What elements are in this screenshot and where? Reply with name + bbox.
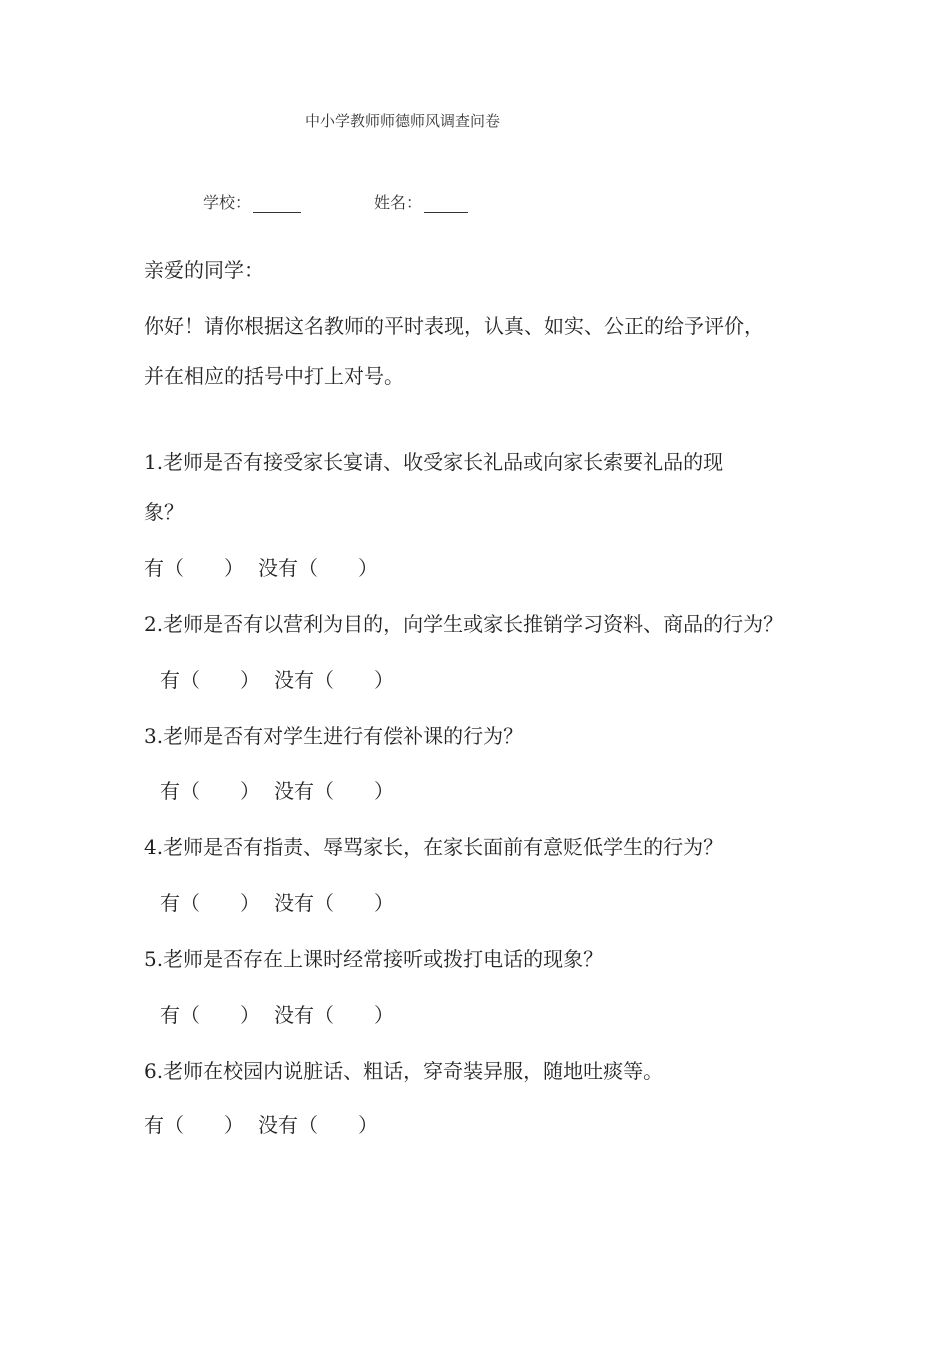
question-1-number: 1. [144,450,164,474]
question-3-yes-option[interactable]: 有（ ） [160,779,260,803]
question-1 [144,448,723,476]
question-5 [144,945,603,973]
question-4-yes-option[interactable]: 有（ ） [160,891,260,915]
question-6-text: 老师在校园内说脏话、粗话，穿奇装异服，随地吐痰等。 [163,1059,664,1083]
question-2-no-option[interactable]: 没有（ ） [274,668,394,692]
name-field [374,190,468,213]
question-2 [144,610,783,638]
question-6 [144,1057,663,1085]
question-5-number: 5. [144,947,164,971]
name-label: 姓名： [374,193,423,212]
question-3-no-option[interactable]: 没有（ ） [274,779,394,803]
question-3-number: 3. [144,724,164,748]
document-title: 中小学教师师德师风调查问卷 [305,112,501,130]
question-4-no-option[interactable]: 没有（ ） [274,891,394,915]
question-1-text-continued: 象？ [144,500,184,524]
question-3 [144,722,523,750]
question-2-yes-option[interactable]: 有（ ） [160,668,260,692]
question-5-yes-option[interactable]: 有（ ） [160,1003,260,1027]
question-1-no-option[interactable]: 没有（ ） [258,556,378,580]
name-blank-line[interactable] [424,196,468,213]
question-1-text: 老师是否有接受家长宴请、收受家长礼品或向家长索要礼品的现 [163,450,724,474]
question-1-yes-option[interactable]: 有（ ） [144,556,244,580]
question-6-answers [144,1111,378,1139]
question-6-no-option[interactable]: 没有（ ） [258,1113,378,1137]
question-2-answers [160,666,394,694]
question-5-answers [160,1001,394,1029]
question-2-number: 2. [144,612,164,636]
question-5-text: 老师是否存在上课时经常接听或拨打电话的现象？ [163,947,604,971]
greeting: 亲爱的同学： [144,258,264,282]
question-1-answers [144,554,378,582]
school-blank-line[interactable] [253,196,301,213]
question-4-text: 老师是否有指责、辱骂家长，在家长面前有意贬低学生的行为？ [163,835,724,859]
question-4-number: 4. [144,835,164,859]
question-4 [144,833,723,861]
question-6-number: 6. [144,1059,164,1083]
question-3-answers [160,777,394,805]
intro-line-1: 你好！请你根据这名教师的平时表现，认真、如实、公正的给予评价， [144,314,764,338]
question-2-text: 老师是否有以营利为目的，向学生或家长推销学习资料、商品的行为？ [163,612,784,636]
question-4-answers [160,889,394,917]
question-6-yes-option[interactable]: 有（ ） [144,1113,244,1137]
school-label: 学校： [203,193,252,212]
question-5-no-option[interactable]: 没有（ ） [274,1003,394,1027]
question-3-text: 老师是否有对学生进行有偿补课的行为？ [163,724,524,748]
school-field [203,190,301,213]
intro-line-2: 并在相应的括号中打上对号。 [144,364,404,388]
